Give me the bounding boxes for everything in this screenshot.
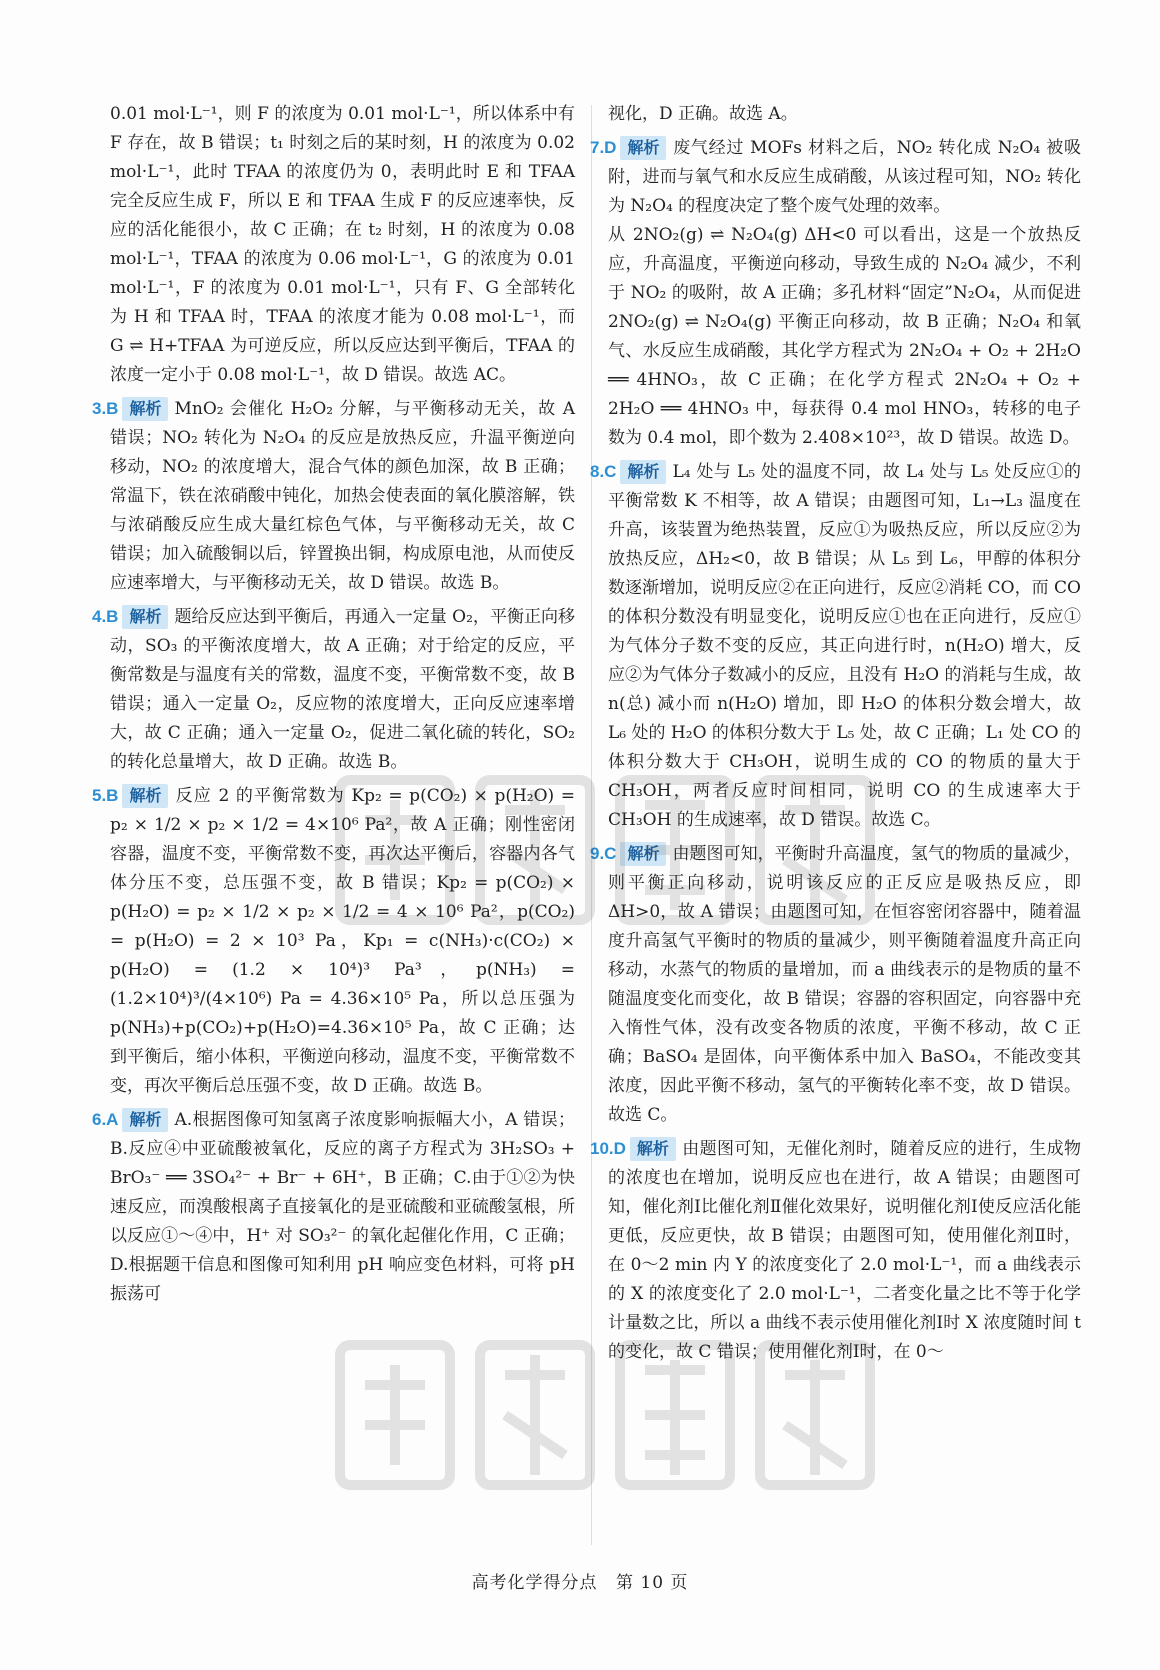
- question-6: [92, 1105, 575, 1309]
- left-column: [92, 100, 575, 1550]
- question-10: [590, 1134, 1081, 1367]
- question-text: 废气经过 MOFs 材料之后，NO₂ 转化成 N₂O₄ 被吸附，进而与氧气和水反应生成硝酸，从该过程可知，NO₂ 转化为 N₂O₄ 的程度决定了整个废气处理的效率。: [608, 138, 1081, 216]
- analysis-tag: 解析: [630, 1137, 676, 1161]
- right-lead-paragraph: 视化，D 正确。故选 A。: [608, 104, 798, 124]
- analysis-tag: 解析: [620, 842, 666, 866]
- question-3: [92, 394, 575, 598]
- question-number: 9.C: [590, 844, 617, 863]
- right-column: [590, 100, 1081, 1550]
- question-8: [590, 457, 1081, 835]
- analysis-tag: 解析: [122, 397, 168, 421]
- question-7: [590, 133, 1081, 221]
- left-lead-paragraph: 0.01 mol·L⁻¹，则 F 的浓度为 0.01 mol·L⁻¹，所以体系中有 F 存在，故 B 错误；t₁ 时刻之后的某时刻，H 的浓度为 0.02 mol·L⁻¹，此时 TFAA 的浓度仍为 0，表明此时 E 和 TFAA 完全反应生成 F，所以 E 和 TFAA 生成 F 的反应速率快，反应的活化能很小，故 C 正确；在 t₂ 时刻，H 的浓度为 0.08 mol·L⁻¹，TFAA 的浓度为 0.06 mol·L⁻¹，G 的浓度为 0.01 mol·L⁻¹，F 的浓度为 0.01 mol·L⁻¹，只有 F、G 全部转化为 H 和 TFAA 时，TFAA 的浓度才能为 0.08 mol·L⁻¹，而 G ⇌ H+TFAA 为可逆反应，所以反应达到平衡后，TFAA 的浓度一定小于 0.08 mol·L⁻¹，故 D 错误。故选 AC。: [110, 104, 575, 385]
- question-text: 反应 2 的平衡常数为 Kp₂ = p(CO₂) × p(H₂O) = p₂ × 1/2 × p₂ × 1/2 = 4×10⁶ Pa²，故 A 正确；刚性密闭容器，温度不变，平衡常数不变，再次达平衡后，容器内各气体分压不变，总压强不变，故 B 错误；Kp₂ = p(CO₂) × p(H₂O) = p₂ × 1/2 × p₂ × 1/2 = 4 × 10⁶ Pa²，p(CO₂) = p(H₂O) = 2 × 10³ Pa，Kp₁ = c(NH₃)·c(CO₂) × p(H₂O) = (1.2 × 10⁴)³ Pa³，p(NH₃) = (1.2×10⁴)³/(4×10⁶) Pa = 4.36×10⁵ Pa，所以总压强为 p(NH₃)+p(CO₂)+p(H₂O)=4.36×10⁵ Pa，故 C 正确；达到平衡后，缩小体积，平衡逆向移动，温度不变，平衡常数不变，再次平衡后总压强不变，故 D 正确。故选 B。: [110, 786, 575, 1096]
- question-number: 3.B: [92, 399, 119, 418]
- question-text: 题给反应达到平衡后，再通入一定量 O₂，平衡正向移动，SO₃ 的平衡浓度增大，故 A 正确；对于给定的反应，平衡常数是与温度有关的常数，温度不变，平衡常数不变，故 B 错误；通入一定量 O₂，反应物的浓度增大，正向反应速率增大，故 C 正确；通入一定量 O₂，促进二氧化硫的转化，SO₂ 的转化总量增大，故 D 正确。故选 B。: [110, 607, 575, 772]
- analysis-tag: 解析: [122, 784, 168, 808]
- question-7-extra: 从 2NO₂(g) ⇌ N₂O₄(g) ΔH<0 可以看出，这是一个放热反应，升高温度，平衡逆向移动，导致生成的 N₂O₄ 减少，不利于 NO₂ 的吸附，故 A 正确；多孔材料“固定”N₂O₄，从而促进 2NO₂(g) ⇌ N₂O₄(g) 平衡正向移动，故 B 正确；N₂O₄ 和氧气、水反应生成硝酸，其化学方程式为 2N₂O₄ + O₂ + 2H₂O ══ 4HNO₃，故 C 正确；在化学方程式 2N₂O₄ + O₂ + 2H₂O ══ 4HNO₃ 中，每获得 0.4 mol HNO₃，转移的电子数为 0.4 mol，即个数为 2.408×10²³，故 D 错误。故选 D。: [608, 225, 1081, 448]
- analysis-tag: 解析: [122, 1108, 168, 1132]
- question-number: 10.D: [590, 1139, 626, 1158]
- analysis-tag: 解析: [620, 136, 666, 160]
- question-text: 由题图可知，无催化剂时，随着反应的进行，生成物的浓度也在增加，说明反应也在进行，故 A 错误；由题图可知，催化剂Ⅰ比催化剂Ⅱ催化效果好，说明催化剂Ⅰ使反应活化能更低，反应更快，故 B 错误；由题图可知，使用催化剂Ⅱ时，在 0～2 min 内 Y 的浓度变化了 2.0 mol·L⁻¹，而 a 曲线表示的 X 的浓度变化了 2.0 mol·L⁻¹，二者变化量之比不等于化学计量数之比，所以 a 曲线不表示使用催化剂Ⅰ时 X 浓度随时间 t 的变化，故 C 错误；使用催化剂Ⅰ时，在 0～: [608, 1139, 1081, 1362]
- question-9: [590, 839, 1081, 1130]
- question-text: MnO₂ 会催化 H₂O₂ 分解，与平衡移动无关，故 A 错误；NO₂ 转化为 N₂O₄ 的反应是放热反应，升温平衡逆向移动，NO₂ 的浓度增大，混合气体的颜色加深，故 B 正确；常温下，铁在浓硝酸中钝化，加热会使表面的氧化膜溶解，铁与浓硝酸反应生成大量红棕色气体，与平衡移动无关，故 C 错误；加入硫酸铜以后，锌置换出铜，构成原电池，从而使反应速率增大，与平衡移动无关，故 D 错误。故选 B。: [110, 399, 575, 593]
- question-number: 7.D: [590, 138, 617, 157]
- question-number: 8.C: [590, 462, 617, 481]
- question-text: 由题图可知，平衡时升高温度，氢气的物质的量减少，则平衡正向移动，说明该反应的正反应是吸热反应，即 ΔH>0，故 A 错误；由题图可知，在恒容密闭容器中，随着温度升高氢气平衡时的物质的量减少，则平衡随着温度升高正向移动，水蒸气的物质的量增加，而 a 曲线表示的是物质的量不随温度变化而变化，故 B 错误；容器的容积固定，向容器中充入惰性气体，没有改变各物质的浓度，平衡不移动，故 C 正确；BaSO₄ 是固体，向平衡体系中加入 BaSO₄，不能改变其浓度，因此平衡不移动，氢气的平衡转化率不变，故 D 错误。故选 C。: [608, 844, 1081, 1125]
- question-number: 6.A: [92, 1110, 119, 1129]
- question-text: A.根据图像可知氢离子浓度影响振幅大小，A 错误；B.反应④中亚硫酸被氧化，反应的离子方程式为 3H₂SO₃ + BrO₃⁻ ══ 3SO₄²⁻ + Br⁻ + 6H⁺，B 正确；C.由于①②为快速反应，而溴酸根离子直接氧化的是亚硫酸和亚硫酸氢根，所以反应①～④中，H⁺ 对 SO₃²⁻ 的氧化起催化作用，C 正确；D.根据题干信息和图像可知利用 pH 响应变色材料，可将 pH 振荡可: [110, 1110, 575, 1304]
- page-footer: [0, 1568, 1160, 1593]
- analysis-tag: 解析: [122, 605, 168, 629]
- book-title: 高考化学得分点: [471, 1573, 598, 1593]
- question-4: [92, 602, 575, 777]
- analysis-tag: 解析: [620, 460, 666, 484]
- question-number: 4.B: [92, 607, 119, 626]
- question-number: 5.B: [92, 786, 119, 805]
- question-5: [92, 781, 575, 1101]
- question-text: L₄ 处与 L₅ 处的温度不同，故 L₄ 处与 L₅ 处反应①的平衡常数 K 不相等，故 A 错误；由题图可知，L₁→L₃ 温度在升高，该装置为绝热装置，反应①为吸热反应，所以反应②为放热反应，ΔH₂<0，故 B 错误；从 L₅ 到 L₆，甲醇的体积分数逐渐增加，说明反应②在正向进行，反应②消耗 CO，而 CO 的体积分数没有明显变化，说明反应①也在正向进行，反应①为气体分子数不变的反应，其正向进行时，n(H₂O) 增大，反应②为气体分子数减小的反应，且没有 H₂O 的消耗与生成，故 n(总) 减小而 n(H₂O) 增加，即 H₂O 的体积分数会增大，故 L₆ 处的 H₂O 的体积分数大于 L₅ 处，故 C 正确；L₁ 处 CO 的体积分数大于 CH₃OH，说明生成的 CO 的物质的量大于 CH₃OH，两者反应时间相同，说明 CO 的生成速率大于 CH₃OH 的生成速率，故 D 错误。故选 C。: [608, 462, 1081, 830]
- column-divider: [591, 105, 592, 1545]
- page-number: 第 10 页: [615, 1573, 689, 1593]
